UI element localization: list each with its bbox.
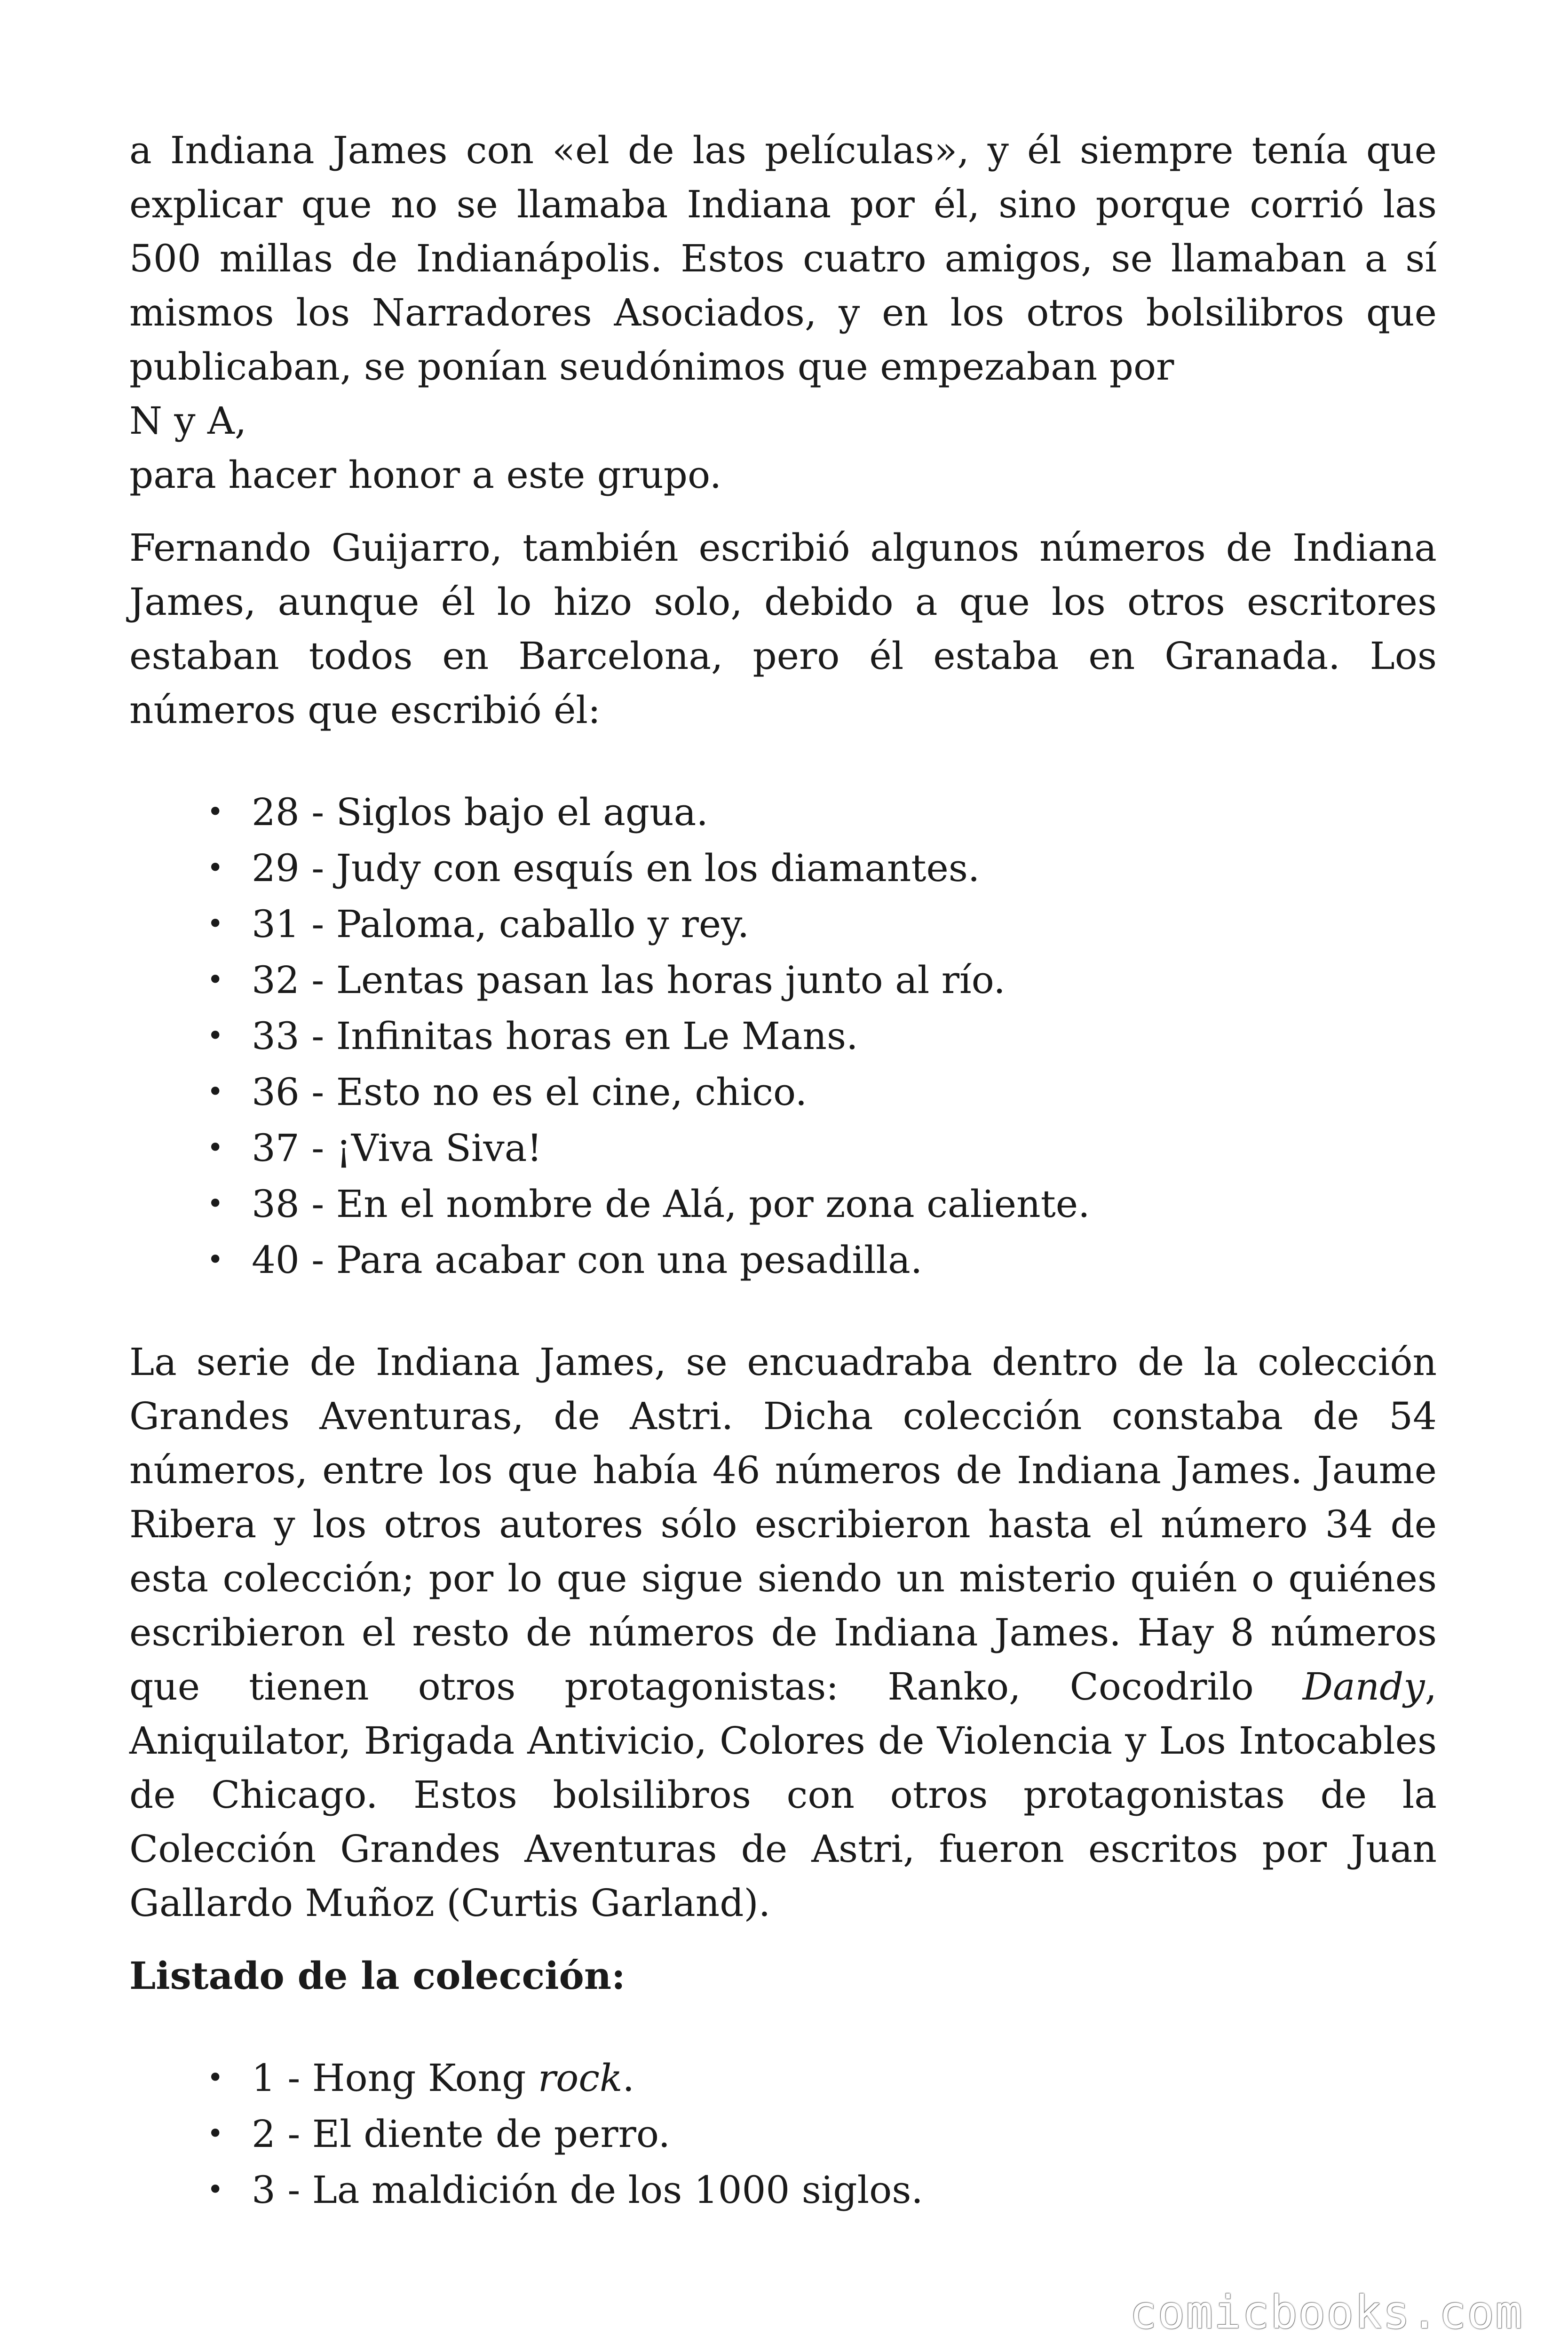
list-item (207, 784, 1437, 840)
list-item-text: 31 - Paloma, caballo y rey. (252, 902, 750, 946)
list-item (207, 896, 1437, 952)
spacer (129, 1288, 1437, 1335)
paragraph-narradores (129, 123, 1437, 502)
bullet-icon: • (207, 1243, 224, 1276)
bullet-icon: • (207, 1187, 224, 1220)
guijarro-book-list (129, 784, 1437, 1288)
bullet-icon: • (207, 795, 224, 828)
list-item (207, 1064, 1437, 1120)
page-content (129, 123, 1437, 2218)
paragraph-narradores-line-honor: para hacer honor a este grupo. (129, 453, 722, 497)
list-item-text: 32 - Lentas pasan las horas junto al río. (252, 958, 1006, 1002)
list-item-text: 38 - En el nombre de Alá, por zona caliente. (252, 1182, 1090, 1226)
list-item-italic: rock (538, 2056, 623, 2100)
bullet-icon: • (207, 2173, 224, 2206)
list-item-text: 2 - El diente de perro. (252, 2112, 670, 2156)
spacer (129, 737, 1437, 784)
list-item (207, 1120, 1437, 1176)
list-item-text: 1 - Hong Kong (252, 2056, 538, 2100)
list-item (207, 840, 1437, 896)
list-item (207, 1176, 1437, 1232)
paragraph-narradores-line-n-y-a: N y A, (129, 399, 247, 443)
list-item-text: 3 - La maldición de los 1000 siglos. (252, 2168, 923, 2212)
paragraph-narradores-text: a Indiana James con «el de las películas», y él siempre tenía que explicar que no se llamaba Indiana por él, sino porque corrió las 500 millas de Indianápolis. Estos cuatro amigos, se llamaban a sí mismos los Narradores Asociados, y en los otros bolsilibros que publicaban, se ponían seudónimos que empezaban por (129, 128, 1437, 389)
spacer (129, 502, 1437, 521)
bullet-icon: • (207, 907, 224, 940)
list-item-text-end: . (622, 2056, 634, 2100)
bullet-icon: • (207, 851, 224, 884)
collection-list (129, 2050, 1437, 2218)
bullet-icon: • (207, 1131, 224, 1164)
paragraph-coleccion (129, 1335, 1437, 1930)
bullet-icon: • (207, 2061, 224, 2094)
list-item-text: 33 - Infinitas horas en Le Mans. (252, 1014, 858, 1058)
paragraph-coleccion-text-2: , Aniquilator, Brigada Antivicio, Colores de Violencia y Los Intocables de Chicago. Estos bolsilibros con otros protagonistas de la Colección Grandes Aventuras de Astri, fueron escritos por Juan Gallardo Muñoz (Curtis Garland). (129, 1665, 1437, 1925)
spacer (129, 1930, 1437, 1949)
bullet-icon: • (207, 2117, 224, 2150)
list-item-text: 40 - Para acabar con una pesadilla. (252, 1238, 923, 1282)
bullet-icon: • (207, 1019, 224, 1052)
list-item (207, 2106, 1437, 2162)
bullet-icon: • (207, 963, 224, 996)
list-item (207, 1232, 1437, 1288)
watermark-logo: comicbooks.com (1129, 2286, 1523, 2339)
section-heading: Listado de la colección: (129, 1954, 626, 1998)
list-item-text: 28 - Siglos bajo el agua. (252, 790, 708, 834)
list-item-text: 36 - Esto no es el cine, chico. (252, 1070, 808, 1114)
bullet-icon: • (207, 1075, 224, 1108)
paragraph-coleccion-text-1: La serie de Indiana James, se encuadraba dentro de la colección Grandes Aventuras, de Astri. Dicha colección constaba de 54 números, entre los que había 46 números de Indiana James. Jaume Ribera y los otros autores sólo escribieron hasta el número 34 de esta colección; por lo que sigue siendo un misterio quién o quiénes escribieron el resto de números de Indiana James. Hay 8 números que tienen otros protagonistas: Ranko, Cocodrilo (129, 1340, 1437, 1708)
list-item (207, 1008, 1437, 1064)
list-item (207, 2162, 1437, 2218)
spacer (129, 2003, 1437, 2050)
list-item-text: 29 - Judy con esquís en los diamantes. (252, 846, 980, 890)
paragraph-guijarro: Fernando Guijarro, también escribió algunos números de Indiana James, aunque él lo hizo solo, debido a que los otros escritores estaban todos en Barcelona, pero él estaba en Granada. Los números que escribió él: (129, 526, 1437, 732)
list-item-text: 37 - ¡Viva Siva! (252, 1126, 542, 1170)
paragraph-coleccion-italic: Dandy (1302, 1665, 1425, 1708)
list-item (207, 2050, 1437, 2106)
list-item (207, 952, 1437, 1008)
